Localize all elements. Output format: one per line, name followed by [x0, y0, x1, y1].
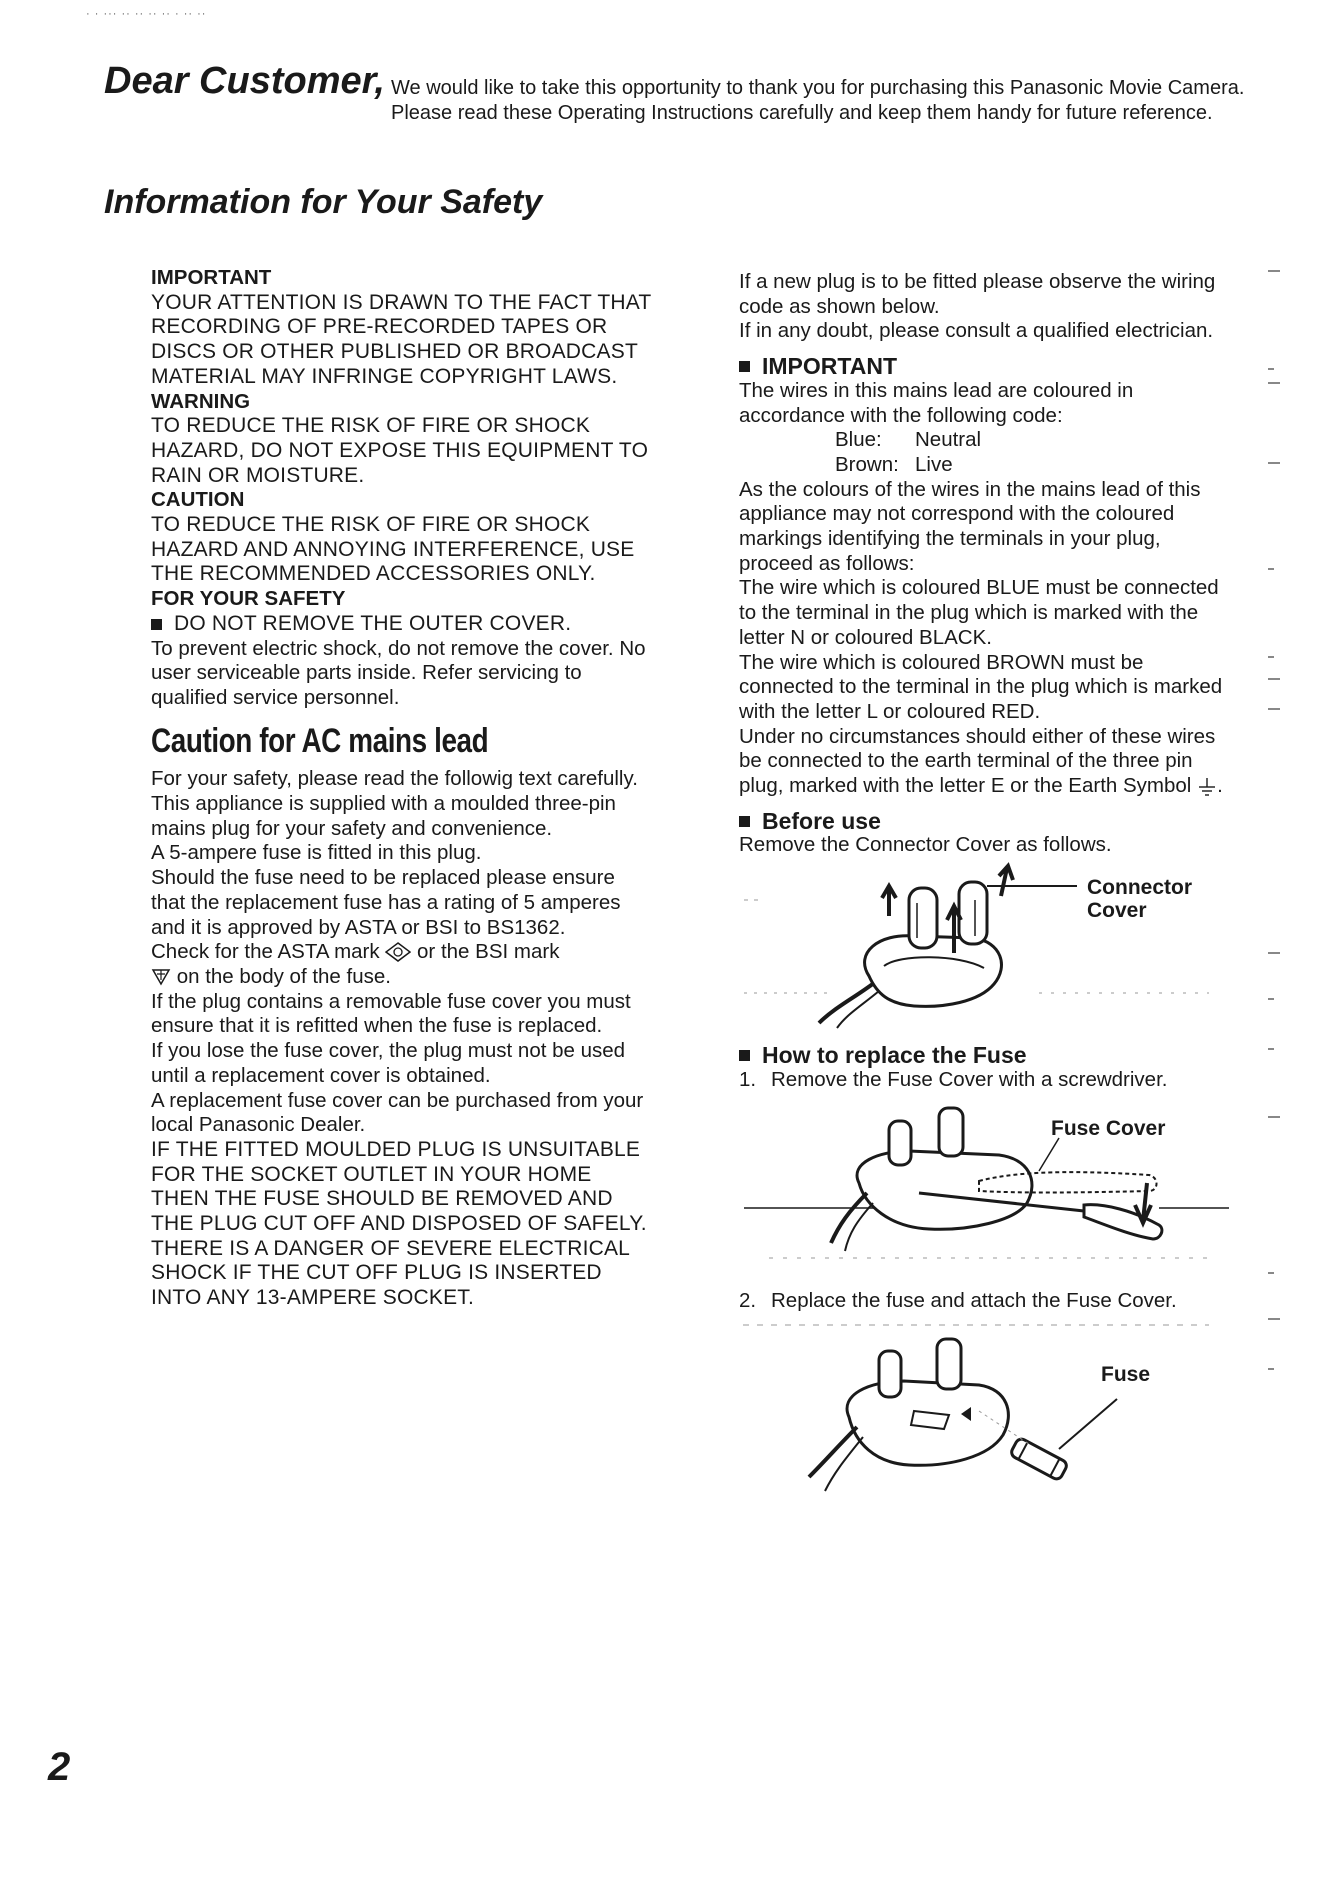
wire-label: Brown: — [835, 452, 899, 476]
warning-heading: WARNING — [151, 389, 251, 413]
wire-value: Live — [915, 452, 953, 476]
asta-mark-icon — [385, 942, 411, 962]
step-1-text: Remove the Fuse Cover with a screwdriver. — [771, 1067, 1168, 1091]
fuse-cover-figure — [739, 1093, 1239, 1283]
important-heading: IMPORTANT — [151, 266, 272, 289]
step-1-number: 1. — [739, 1067, 757, 1091]
step-1 — [739, 1068, 1239, 1093]
earth-text — [739, 725, 1239, 799]
ac-caps-2: THERE IS A DANGER OF SEVERE ELECTRICAL SHOCK IF THE CUT OFF PLUG IS INSERTED INTO ANY 13-AMPERE SOCKET. — [151, 1236, 630, 1310]
bullet-square-icon — [739, 361, 750, 372]
connector-cover-label: Connector Cover — [1087, 876, 1192, 923]
bullet-square-icon — [151, 619, 162, 630]
fuse-plug-icon — [739, 1319, 1239, 1504]
earth-text-body: Under no circumstances should either of these wires be connected to the earth terminal of the three pin plug, marked with the letter E or the Earth Symbol — [739, 724, 1216, 798]
ac-paragraph-1: For your safety, please read the followig text carefully. — [151, 767, 638, 791]
fuse-cover-label: Fuse Cover — [1051, 1116, 1166, 1140]
replace-fuse-heading-text: How to replace the Fuse — [762, 1042, 1027, 1069]
ac-paragraph-3: A 5-ampere fuse is fitted in this plug. — [151, 841, 482, 865]
right-column — [739, 270, 1239, 1504]
bsi-kitemark-icon — [151, 966, 171, 986]
margin-artifacts — [1268, 258, 1288, 1698]
step-2-number: 2. — [739, 1288, 757, 1312]
step-2 — [739, 1289, 1239, 1314]
replace-fuse-heading — [739, 1043, 1239, 1068]
ac-paragraph-6: If the plug contains a removable fuse cover you must ensure that it is refitted when the fuse is replaced. — [151, 989, 631, 1038]
ac-mains-title: Caution for AC mains lead — [151, 721, 489, 760]
ac-paragraph-7: If you lose the fuse cover, the plug must not be used until a replacement cover is obtained. — [151, 1039, 626, 1087]
caution-text: TO REDUCE THE RISK OF FIRE OR SHOCK HAZARD AND ANNOYING INTERFERENCE, USE THE RECOMMENDED ACCESSORIES ONLY. — [151, 513, 635, 586]
before-use-text: Remove the Connector Cover as follows. — [739, 833, 1112, 857]
plug-paragraph-2: If in any doubt, please consult a qualified electrician. — [739, 319, 1214, 343]
brown-wire-text: The wire which is coloured BROWN must be connected to the terminal in the plug which is marked with the letter L or coloured RED. — [739, 650, 1223, 723]
important-text: YOUR ATTENTION IS DRAWN TO THE FACT THAT RECORDING OF PRE-RECORDED TAPES OR DISCS OR OTHER PUBLISHED OR BROADCAST MATERIAL MAY INFRINGE COPYRIGHT LAWS. — [151, 290, 652, 388]
bullet-square-icon — [739, 816, 750, 827]
scan-artifact: · · ··· ·· ·· ·· ·· · ·· ·· — [86, 8, 207, 20]
earth-symbol-icon — [1197, 777, 1217, 797]
fuse-figure — [739, 1319, 1239, 1504]
bsi-mark-text: or the BSI mark — [417, 940, 560, 964]
wire-row-blue — [835, 428, 1239, 453]
for-safety-heading: FOR YOUR SAFETY — [151, 587, 346, 611]
wire-value: Neutral — [915, 428, 982, 452]
wire-row-brown — [835, 453, 1239, 478]
ac-paragraph-8: A replacement fuse cover can be purchased from your local Panasonic Dealer. — [151, 1088, 644, 1137]
earth-text-end: . — [1217, 774, 1223, 798]
fuse-label: Fuse — [1101, 1363, 1151, 1387]
for-safety-text: To prevent electric shock, do not remove the cover. No user serviceable parts inside. Refer servicing to qualified service personnel. — [151, 636, 646, 709]
wires-intro: The wires in this mains lead are coloured in accordance with the following code: — [739, 378, 1134, 427]
wire-label: Blue: — [835, 428, 882, 452]
wire-code-table — [835, 428, 1239, 477]
ac-caps-1: IF THE FITTED MOULDED PLUG IS UNSUITABLE FOR THE SOCKET OUTLET IN YOUR HOME THEN THE FUSE SHOULD BE REMOVED AND THE PLUG CUT OFF AND DISPOSED OF SAFELY. — [151, 1137, 647, 1236]
bullet-square-icon — [739, 1050, 750, 1061]
safety-title: Information for Your Safety — [104, 183, 543, 221]
colours-text: As the colours of the wires in the mains lead of this appliance may not correspond with the coloured markings identifying the terminals in your plug, proceed as follows: — [739, 477, 1201, 575]
for-safety-bullet-text: DO NOT REMOVE THE OUTER COVER. — [174, 611, 572, 635]
plug-paragraph-1: If a new plug is to be fitted please observe the wiring code as shown below. — [739, 270, 1216, 318]
fuse-body-text: on the body of the fuse. — [176, 964, 391, 988]
asta-mark-text: Check for the ASTA mark — [151, 940, 380, 964]
blue-wire-text: The wire which is coloured BLUE must be connected to the terminal in the plug which is marked with the letter N or coloured BLACK. — [739, 576, 1219, 649]
intro-text — [391, 76, 1271, 126]
left-column — [151, 266, 651, 1311]
important-heading-right — [739, 354, 1239, 379]
step-2-text: Replace the fuse and attach the Fuse Cover. — [771, 1288, 1177, 1312]
caution-heading: CAUTION — [151, 488, 245, 512]
before-use-heading-text: Before use — [762, 807, 881, 834]
important-heading-right-text: IMPORTANT — [762, 353, 898, 380]
ac-paragraph-4: Should the fuse need to be replaced please ensure that the replacement fuse has a rating of 5 amperes and it is approved by ASTA or BSI to BS1362. — [151, 866, 621, 939]
before-use-heading — [739, 809, 1239, 834]
ac-paragraph-5 — [151, 940, 651, 989]
intro-line-2: Please read these Operating Instructions carefully and keep them handy for future reference. — [391, 102, 1213, 124]
ac-paragraph-2: This appliance is supplied with a moulded three-pin mains plug for your safety and convenience. — [151, 792, 616, 840]
warning-text: TO REDUCE THE RISK OF FIRE OR SHOCK HAZARD, DO NOT EXPOSE THIS EQUIPMENT TO RAIN OR MOISTURE. — [151, 414, 649, 487]
for-safety-bullet — [151, 612, 651, 637]
intro-line-1: We would like to take this opportunity to thank you for purchasing this Panasonic Movie Camera. — [391, 77, 1245, 99]
connector-cover-figure — [739, 858, 1239, 1033]
greeting: Dear Customer, — [104, 60, 385, 102]
page-number: 2 — [48, 1745, 71, 1789]
